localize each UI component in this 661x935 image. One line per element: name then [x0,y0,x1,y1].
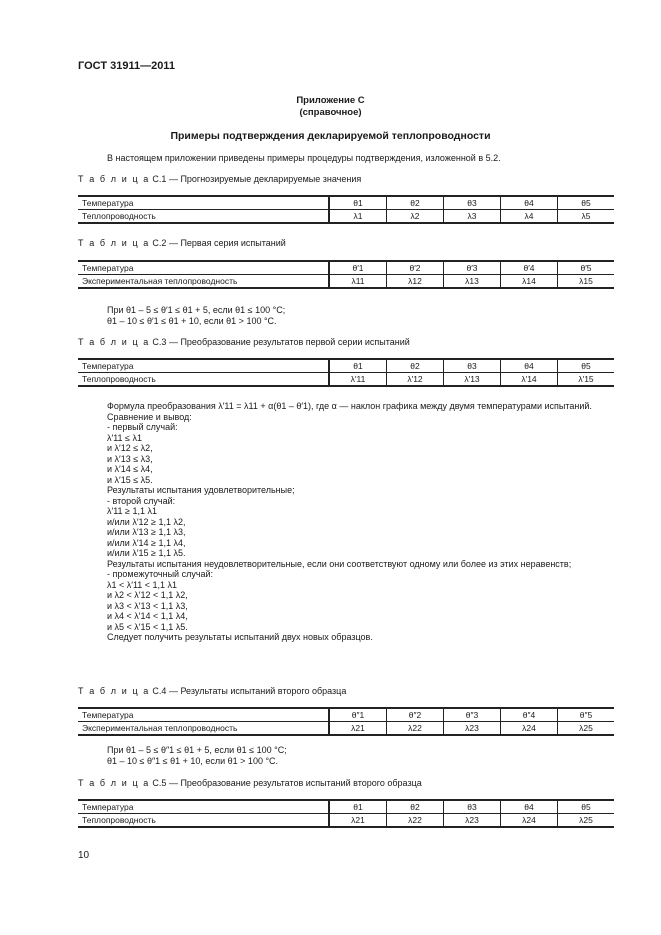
table-cell: θ1 [329,196,387,210]
table-cell: θ′1 [329,261,387,275]
table-cell: λ′12 [387,373,444,387]
table-row [78,708,614,722]
formula-line: λ′11 ≤ λ1 [107,432,142,443]
table-cell: θ′4 [501,261,558,275]
table-cell: θ1 [329,359,387,373]
row-label: Теплопроводность [78,210,329,224]
table-cell: λ′15 [558,373,615,387]
table-cell: θ3 [444,800,501,814]
table-cell: λ24 [501,722,558,736]
annex-subtitle: (справочное) [299,107,362,118]
table-cell: θ3 [444,359,501,373]
table-caption: Т а б л и ц а С.4 — Результаты испытаний второго образца [78,686,347,696]
table-cell: θ″2 [387,708,444,722]
row-label: Теплопроводность [78,814,329,828]
table-cell: θ5 [558,800,615,814]
table-cell: λ5 [558,210,615,224]
annex-title: Приложение С [296,95,365,106]
standard-header: ГОСТ 31911—2011 [78,60,175,72]
formula-line: - промежуточный случай: [107,569,214,579]
table-cell: θ4 [501,196,558,210]
table-cell: θ3 [444,196,501,210]
row-label: Экспериментальная теплопроводность [78,275,329,289]
formula-line: и λ2 < λ′12 < 1,1 λ2, [107,590,188,600]
table-cell: λ3 [444,210,501,224]
formula-line: и λ′14 ≤ λ4, [107,464,153,474]
table-c2 [78,260,614,289]
table-cell: λ′11 [329,373,387,387]
table-cell: λ′14 [501,373,558,387]
table-row [78,210,614,224]
formula-line: и λ′13 ≤ λ3, [107,453,153,464]
table-row [78,373,614,387]
table-cell: λ′13 [444,373,501,387]
table-c5 [78,799,614,828]
table-cell: θ′5 [558,261,615,275]
row-label: Температура [78,800,329,814]
formula-line: и λ3 < λ′13 < 1,1 λ3, [107,600,188,611]
table-cell: λ25 [558,814,615,828]
table-cell: θ2 [387,359,444,373]
table-caption: Т а б л и ц а С.5 — Преобразование результатов испытаний второго образца [78,778,422,788]
table-cell: λ13 [444,275,501,289]
table-cell: θ″4 [501,708,558,722]
table-cell: λ22 [387,722,444,736]
table-cell: θ″3 [444,708,501,722]
table-cell: λ23 [444,814,501,828]
table-cell: λ2 [387,210,444,224]
formula-line: Результаты испытания удовлетворительные; [107,485,295,495]
formula-line: - второй случай: [107,495,176,506]
table-row [78,722,614,736]
row-label: Температура [78,261,329,275]
formula-line: и/или λ′14 ≥ 1,1 λ4, [107,537,186,548]
table-cell: θ′3 [444,261,501,275]
table-cell: θ1 [329,800,387,814]
table-caption: Т а б л и ц а С.2 — Первая серия испытаний [78,238,286,248]
table-row [78,261,614,275]
table-cell: θ4 [501,800,558,814]
table-cell: θ′2 [387,261,444,275]
table-caption: Т а б л и ц а С.1 — Прогнозируемые декларируемые значения [78,174,362,184]
formula-line: λ′11 ≥ 1,1 λ1 [107,506,157,516]
table-row [78,800,614,814]
table-cell: λ21 [329,814,387,828]
formula-line: λ1 < λ′11 < 1,1 λ1 [107,579,178,590]
row-label: Экспериментальная теплопроводность [78,722,329,736]
table-c3 [78,358,614,387]
table-cell: θ″5 [558,708,615,722]
table-c4 [78,707,614,736]
formula-line: и λ′12 ≤ λ2, [107,443,153,453]
table-cell: λ1 [329,210,387,224]
table-row [78,196,614,210]
table-cell: λ22 [387,814,444,828]
comparison-block [107,401,592,643]
table-cell: θ2 [387,196,444,210]
formula-line: и/или λ′12 ≥ 1,1 λ2, [107,516,186,527]
table-caption: Т а б л и ц а С.3 — Преобразование результатов первой серии испытаний [78,337,410,347]
table-cell: λ25 [558,722,615,736]
temperature-condition-note: θ1 – 10 ≤ θ′1 ≤ θ1 + 10, если θ1 > 100 °С. [107,316,277,326]
formula-line: Формула преобразования λ′11 = λ11 + α(θ1 – θ′1), где α — наклон графика между двумя температурами испытаний. [107,401,592,411]
row-label: Температура [78,196,329,210]
formula-line: - первый случай: [107,422,178,432]
intro-paragraph: В настоящем приложении приведены примеры процедуры подтверждения, изложенной в 5.2. [107,153,501,163]
table-cell: λ4 [501,210,558,224]
formula-line: и λ5 < λ′15 < 1,1 λ5. [107,621,188,632]
table-cell: θ4 [501,359,558,373]
table-c1 [78,195,614,224]
temperature-condition-note: При θ1 – 5 ≤ θ′1 ≤ θ1 + 5, если θ1 ≤ 100 °С; [107,305,286,315]
row-label: Температура [78,359,329,373]
page-number: 10 [78,850,90,861]
table-cell: θ2 [387,800,444,814]
formula-line: Сравнение и вывод: [107,411,192,422]
table-cell: λ24 [501,814,558,828]
row-label: Теплопроводность [78,373,329,387]
temperature-condition-note: θ1 – 10 ≤ θ″1 ≤ θ1 + 10, если θ1 > 100 °С. [107,756,279,766]
formula-line: и λ4 < λ′14 < 1,1 λ4, [107,611,188,621]
table-cell: λ23 [444,722,501,736]
table-cell: θ5 [558,196,615,210]
table-cell: λ14 [501,275,558,289]
table-row [78,275,614,289]
table-row [78,359,614,373]
table-cell: θ″1 [329,708,387,722]
table-cell: λ12 [387,275,444,289]
formula-line: и/или λ′13 ≥ 1,1 λ3, [107,527,186,537]
formula-line: Результаты испытания неудовлетворительные, если они соответствуют одному или более из этих неравенств; [107,558,572,569]
formula-line: и/или λ′15 ≥ 1,1 λ5. [107,548,186,558]
row-label: Температура [78,708,329,722]
formula-line: Следует получить результаты испытаний двух новых образцов. [107,632,373,642]
table-cell: λ15 [558,275,615,289]
formula-line: и λ′15 ≤ λ5. [107,474,153,485]
table-cell: θ5 [558,359,615,373]
table-row [78,814,614,828]
table-cell: λ11 [329,275,387,289]
main-title: Примеры подтверждения декларируемой теплопроводности [170,130,491,142]
temperature-condition-note: При θ1 – 5 ≤ θ″1 ≤ θ1 + 5, если θ1 ≤ 100 °С; [107,745,287,755]
table-cell: λ21 [329,722,387,736]
